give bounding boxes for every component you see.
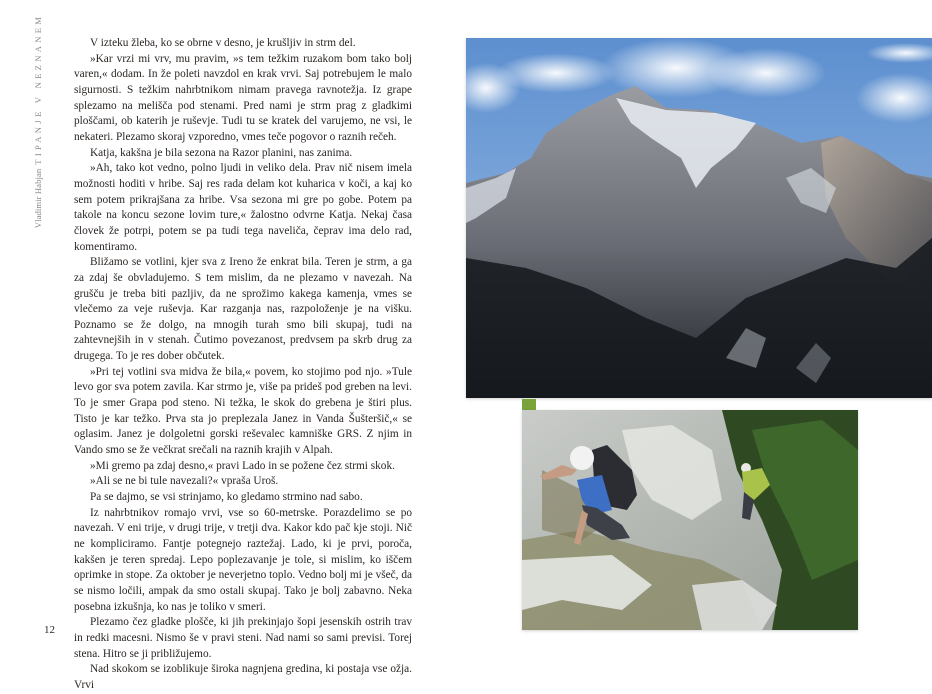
paragraph: V izteku žleba, ko se obrne v desno, je krušljiv in strm del. (90, 37, 356, 49)
paragraph: Nad skokom se izoblikuje široka nagnjena gredina, ki postaja vse ožja. Vrvi (74, 663, 412, 691)
paragraph: Katja, kakšna je bila sezona na Razor planini, nas zanima. (90, 146, 353, 159)
paragraph: Pa se dajmo, se vsi strinjamo, ko gledamo strmino nad sabo. (90, 491, 363, 504)
paragraph: Plezamo čez gladke plošče, ki jih prekinjajo šopi jesenskih ostrih trav in redki macesni. Nismo še v pravi steni. Nad nami so sami previsi. Torej stena. Hitro se ji približujemo. (74, 616, 412, 660)
page-number: 12 (44, 624, 55, 636)
running-head (30, 8, 46, 233)
accent-marker (522, 398, 536, 410)
running-head-title: TIPANJE V NEZNANEM (33, 13, 43, 165)
body-text (74, 36, 412, 694)
climber-photo-image (522, 410, 858, 630)
running-head-author: Vladimir Habjan (33, 168, 43, 228)
paragraph: »Ah, tako kot vedno, polno ljudi in veliko dela. Prav nič nisem imela možnosti hoditi v hribe. Saj res rada delam kot kuharica v koči, a kaj ko sem potem prikrajšana za hribe. Vsa sezona mi gre po gobe. Potem pa takole na koncu sezone lovim ture,« žalostno odvrne Katja. Nekaj časa človek že potrpi, potem se pa tudi tega naveliča, čeprav ima delo rad, komentiramo. (74, 162, 412, 253)
mountain-photo (466, 38, 932, 398)
paragraph: »Mi gremo pa zdaj desno,« pravi Lado in se požene čez strmi skok. (90, 459, 395, 472)
paragraph: »Kar vrzi mi vrv, mu pravim, »s tem težkim ruzakom bom tako bolj varen,« dodam. In že poleti navzdol en krak vrvi. Saj potrebujem le malo sigurnosti. S težkim nahrbtnikom nimam pravega ravnotežja. Iz grape splezamo na melišča pod stenami. Pred nami je strm prag z gladkimi ploščami, ob katerih je ruševje. Tudi tu se kratek del varujemo, ne vsi, le nekateri. Plezamo skoraj vzporedno, vmes teče pogovor o raznih rečeh. (74, 52, 412, 143)
climber-photo (522, 410, 858, 630)
paragraph: Bližamo se votlini, kjer sva z Ireno že enkrat bila. Teren je strm, a ga za zdaj še obvladujemo. S tem mislim, da ne plezamo v navezah. Na grušču je treba biti pazljiv, da ne sprožimo kakega kamenja, vmes se vlečemo za veje ruševja. Kar razganja nas, razpoloženje je na višku. Poznamo se že dolgo, na mnogih turah smo bili skupaj, tudi na zahtevnejših in v stenah. Čutimo povezanost, predvsem pa skrb drug za drugega. To je res dober občutek. (74, 256, 412, 363)
paragraph: »Ali se ne bi tule navezali?« vpraša Uroš. (90, 475, 279, 488)
paragraph: Iz nahrbtnikov romajo vrvi, vse so 60-metrske. Porazdelimo se po navezah. V eni trije, v drugi trije, v tretji dva. Kakor kdo pač kje stoji. Nič ne kompliciramo. Fantje potegnejo raztežaj. Lado, ki je prvi, poroča, kakšen je teren spredaj. Lepo poplezavanje je tole, si mislim, ko iščem oprimke in stope. Za oktober je neverjetno toplo. Vedno bolj mi je všeč, da se nismo ločili, ampak da smo ostali skupaj. Tako je bolj zabavno. Neka posebna izkušnja, ko nas je toliko v smeri. (74, 506, 412, 613)
paragraph: »Pri tej votlini sva midva že bila,« povem, ko stojimo pod njo. »Tule levo gor sva potem zavila. Kar strmo je, više pa prideš pod greben na levi. To je smer Grapa pod steno. Ni težka, le skok do grebena je štiri plus. Tisto je kar težko. Prva sta jo preplezala Janez in Vanda Šušteršič,« se oglasim. Janez je dolgoletni gorski reševalec kamniške GRS. Z njim in Vando smo se že večkrat srečali na raznih krajih v Alpah. (74, 365, 412, 457)
mountain-photo-image (466, 38, 932, 398)
